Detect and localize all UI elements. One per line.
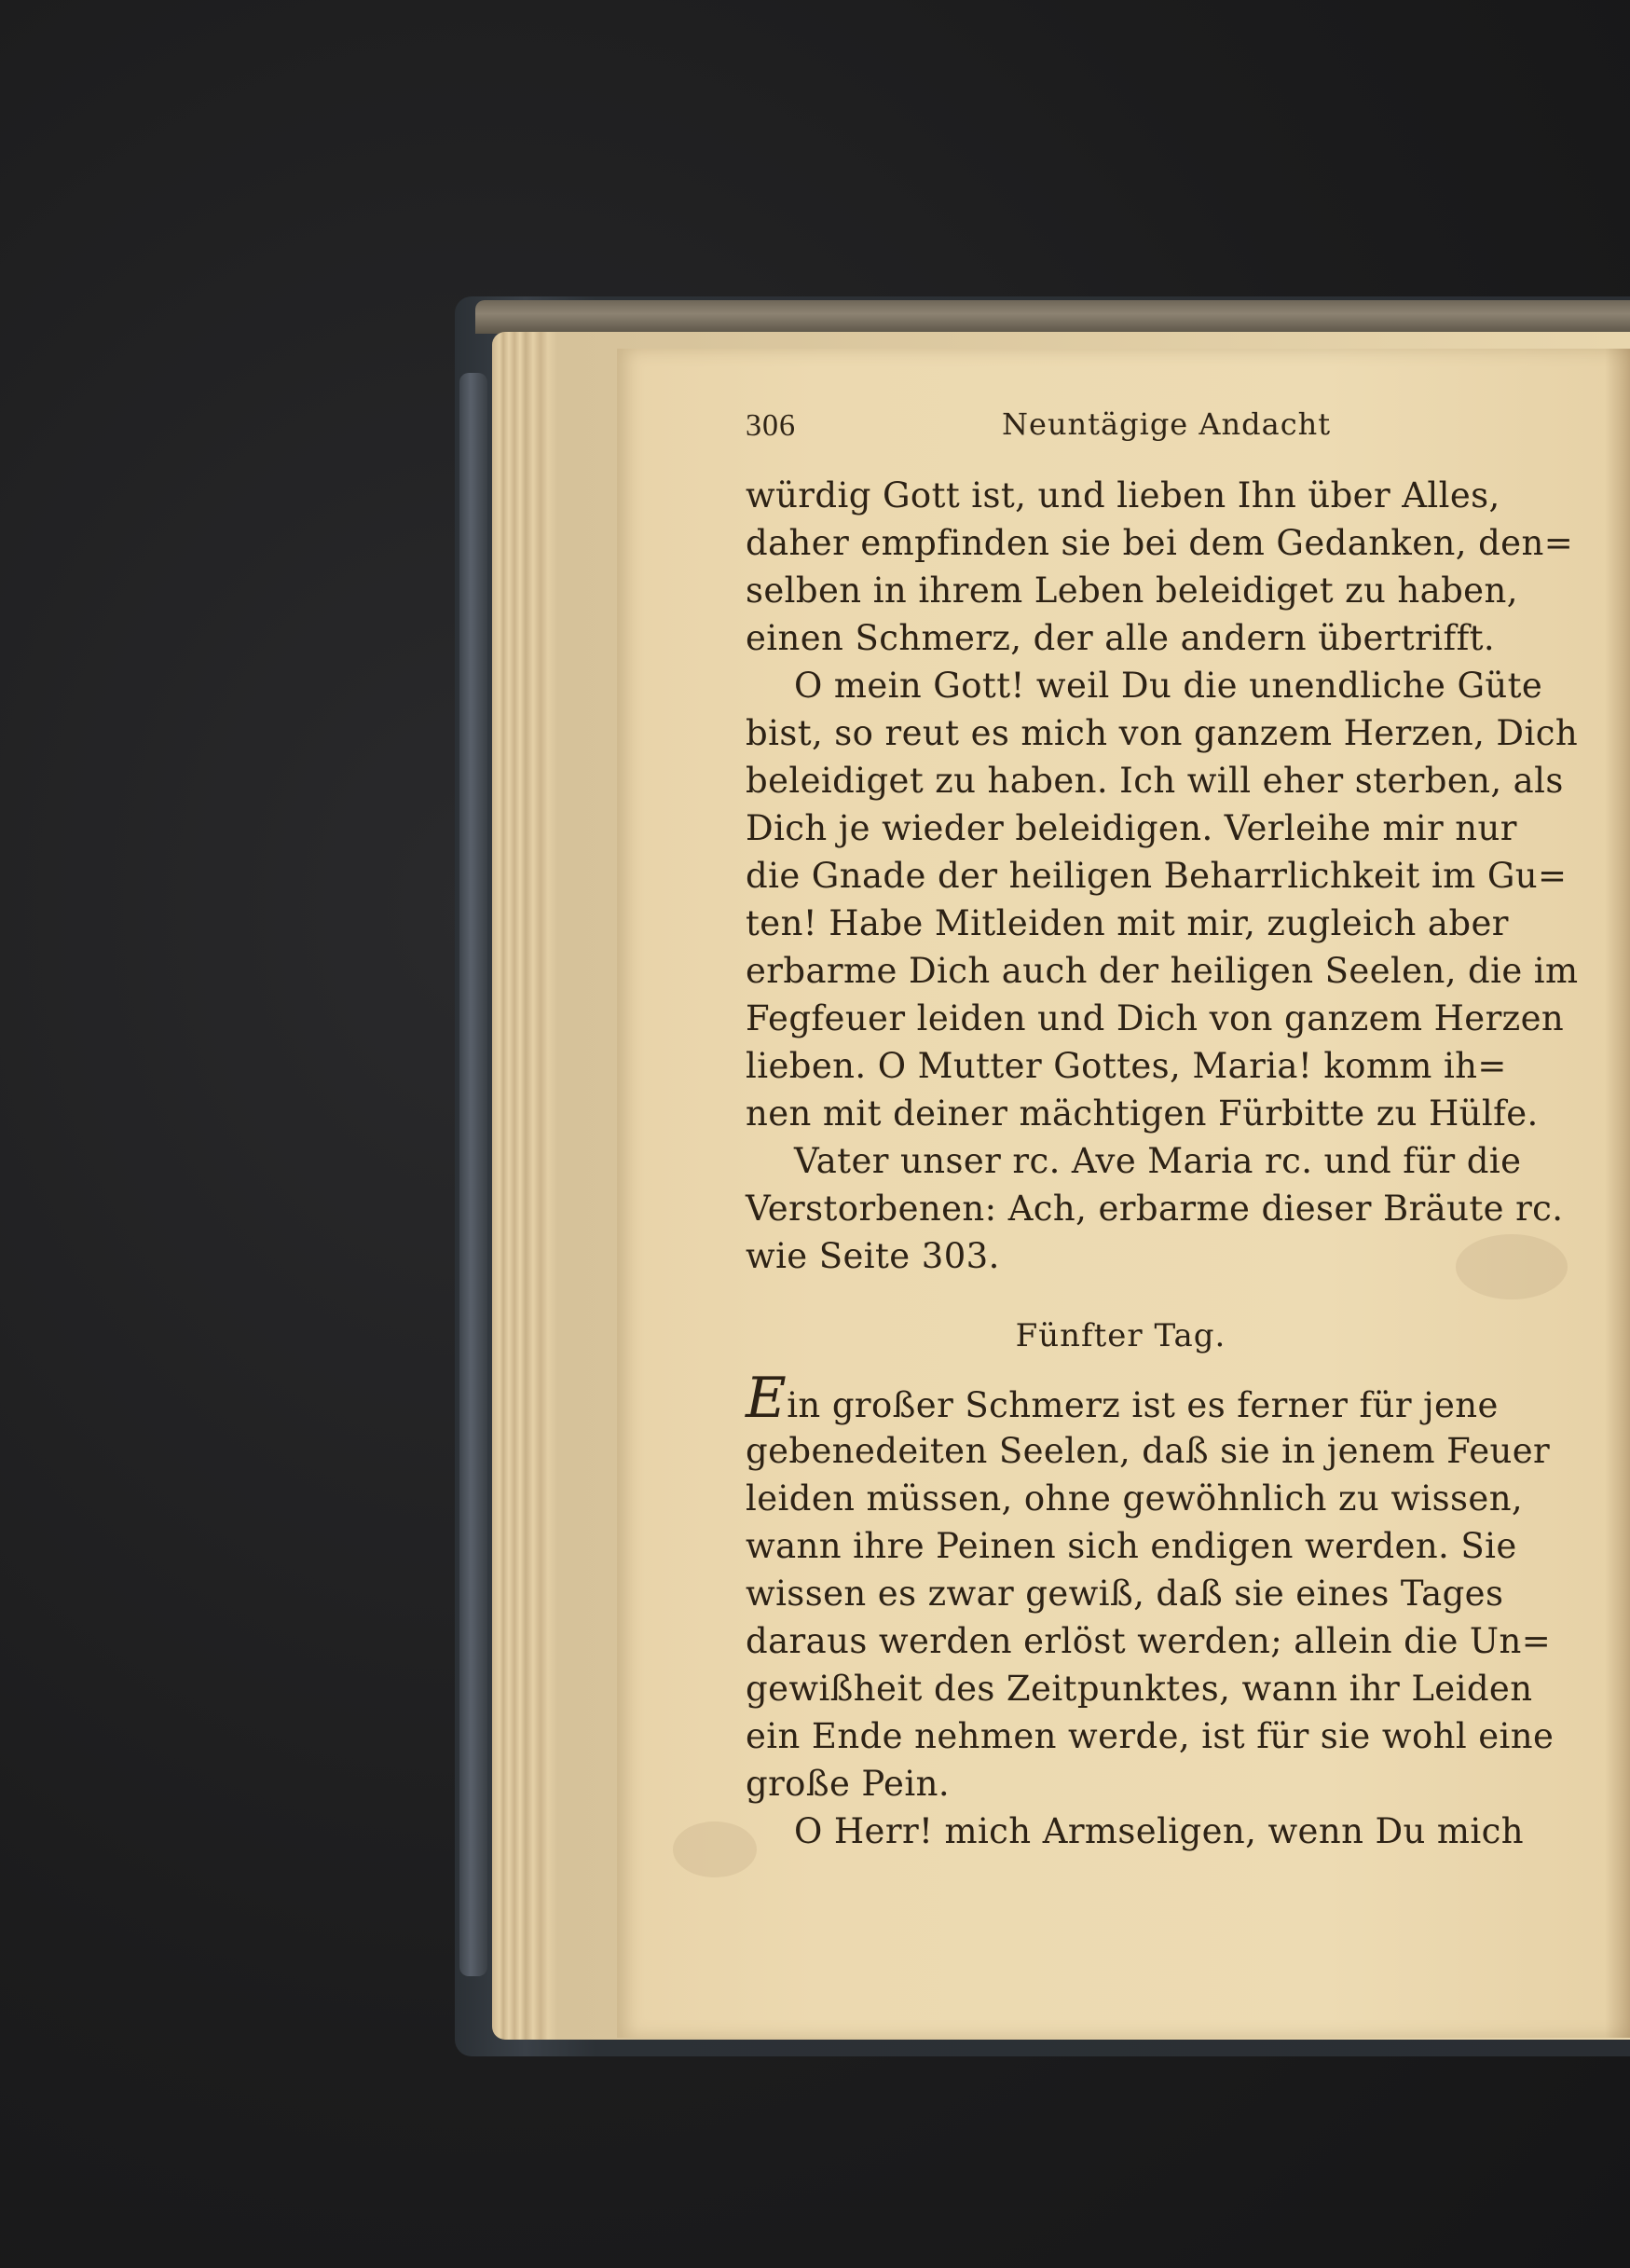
paper-stain	[673, 1821, 757, 1877]
text-line: leiden müssen, ohne gewöhnlich zu wissen,	[746, 1478, 1524, 1519]
text-line: wann ihre Peinen sich endigen werden. Sie	[746, 1526, 1517, 1566]
text-line: wie Seite 303.	[746, 1236, 1000, 1276]
text-line: daher empfinden sie bei dem Gedanken, den=	[746, 523, 1574, 563]
text-line: Verstorbenen: Ach, erbarme dieser Bräute rc.	[746, 1189, 1564, 1229]
text-line: lieben. O Mutter Gottes, Maria! komm ih=	[746, 1046, 1507, 1086]
text-line: einen Schmerz, der alle andern übertrifft.	[746, 618, 1496, 658]
running-title: Neuntägige Andacht	[1002, 406, 1332, 442]
text-line: nen mit deiner mächtigen Fürbitte zu Hülfe.	[746, 1093, 1539, 1134]
text-line: erbarme Dich auch der heiligen Seelen, die im	[746, 951, 1579, 991]
page-header	[746, 403, 1547, 459]
section-heading: Fünfter Tag.	[1015, 1317, 1226, 1354]
text-line: gewißheit des Zeitpunktes, wann ihr Leiden	[746, 1669, 1533, 1709]
text-line: Vater unser rc. Ave Maria rc. und für die	[794, 1141, 1522, 1181]
drop-cap: E	[746, 1366, 788, 1431]
text-line: ten! Habe Mitleiden mit mir, zugleich aber	[746, 903, 1509, 943]
text-line: selben in ihrem Leben beleidiget zu haben,	[746, 570, 1518, 611]
text-line: Fegfeuer leiden und Dich von ganzem Herzen	[746, 998, 1565, 1038]
paragraph-block-1	[746, 472, 1579, 1280]
text-line: wissen es zwar gewiß, daß sie eines Tages	[746, 1574, 1504, 1614]
book-spine	[459, 373, 487, 1976]
text-line: beleidiget zu haben. Ich will eher sterben, als	[746, 761, 1564, 801]
text-line: ein Ende nehmen werde, ist für sie wohl eine	[746, 1716, 1555, 1756]
page-gutter-shadow	[1605, 349, 1630, 2038]
paragraph-block-2	[746, 1366, 1555, 1855]
text-line: gebenedeiten Seelen, daß sie in jenem Feuer	[746, 1431, 1551, 1471]
text-line: die Gnade der heiligen Beharrlichkeit im Gu=	[746, 856, 1568, 896]
page-number: 306	[746, 408, 796, 443]
text-line: Dich je wieder beleidigen. Verleihe mir nur	[746, 808, 1517, 848]
first-line-text: in großer Schmerz ist es ferner für jene	[787, 1385, 1499, 1425]
text-line: O mein Gott! weil Du die unendliche Güte	[794, 666, 1543, 706]
book-top-edge	[475, 300, 1630, 334]
text-line: O Herr! mich Armseligen, wenn Du mich	[794, 1811, 1524, 1851]
text-line-first	[746, 1366, 1499, 1431]
text-line: daraus werden erlöst werden; allein die Un=	[746, 1621, 1552, 1661]
text-line: würdig Gott ist, und lieben Ihn über Alles,	[746, 475, 1500, 515]
text-line: große Pein.	[746, 1764, 950, 1804]
text-line: bist, so reut es mich von ganzem Herzen, Dich	[746, 713, 1579, 753]
